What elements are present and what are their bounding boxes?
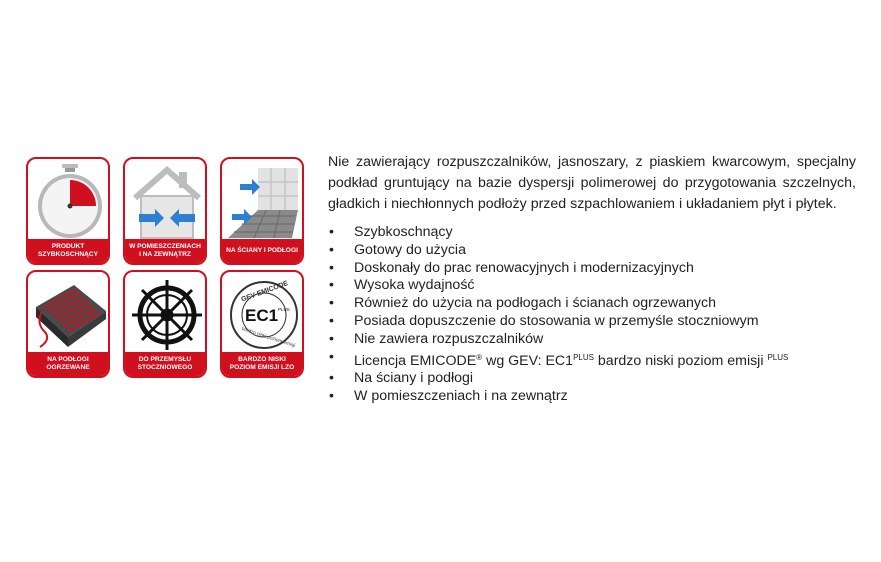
emicode-sub-text: bardzo niski poziom emisji — [240, 326, 296, 349]
list-item: • Również do użycia na podłogach i ścianach ogrzewanych — [329, 295, 716, 312]
ship-wheel-icon — [131, 277, 199, 353]
tile-low-emission — [220, 270, 304, 378]
tile-label: NA ŚCIANY I PODŁOGI — [222, 239, 302, 263]
ec1-badge-sup: PLUS — [278, 307, 290, 312]
feature-list — [328, 224, 858, 406]
list-item: • Szybkoschnący — [329, 224, 453, 240]
emicode-ec1-icon — [228, 277, 296, 353]
list-item: • W pomieszczeniach i na zewnątrz — [329, 388, 568, 405]
tile-label: W POMIESZCZENIACH I NA ZEWNĄTRZ — [125, 239, 205, 263]
emicode-ring-text: GEV-EMICODE — [240, 280, 290, 304]
tile-label: DO PRZEMYSŁU STOCZNIOWEGO — [125, 352, 205, 376]
tile-heated-floors — [26, 270, 110, 378]
tile-shipbuilding — [123, 270, 207, 378]
tile-label: NA PODŁOGI OGRZEWANE — [28, 352, 108, 376]
tile-quick-drying — [26, 157, 110, 265]
stopwatch-icon — [34, 164, 102, 240]
tile-label: PRODUKT SZYBKOSCHNĄCY — [28, 239, 108, 263]
list-item: • Na ściany i podłogi — [329, 370, 474, 387]
heated-floor-icon — [34, 277, 102, 353]
list-item: • Gotowy do użycia — [329, 241, 466, 258]
tile-walls-floors — [220, 157, 304, 265]
list-item: • Wysoka wydajność — [329, 277, 475, 294]
list-item: • Nie zawiera rozpuszczalników — [329, 330, 544, 347]
house-arrows-icon — [131, 164, 199, 240]
list-item: • Doskonały do prac renowacyjnych i modernizacyjnych — [329, 259, 694, 276]
ec1-badge-text: EC1 — [245, 306, 279, 325]
tile-label: BARDZO NISKI POZIOM EMISJI LZO — [222, 352, 302, 376]
tile-indoor-outdoor — [123, 157, 207, 265]
list-item: • Posiada dopuszczenie do stosowania w przemyśle stoczniowym — [329, 312, 759, 329]
product-description: Nie zawierający rozpuszczalników, jasnoszary, z piaskiem kwarcowym, specjalny podkład gruntujący na bazie dyspersji polimerowej do przygotowania szczelnych, gładkich i niechłonnych podłoży przed szpachlowaniem i układaniem płyt i płytek. — [328, 154, 856, 212]
licence-item: • Licencja EMICODE® wg GEV: $EC1^{PLUS}$ bardzo niski poziom emisji $^{PLUS}$ — [329, 348, 789, 369]
wall-floor-icon — [228, 164, 296, 240]
